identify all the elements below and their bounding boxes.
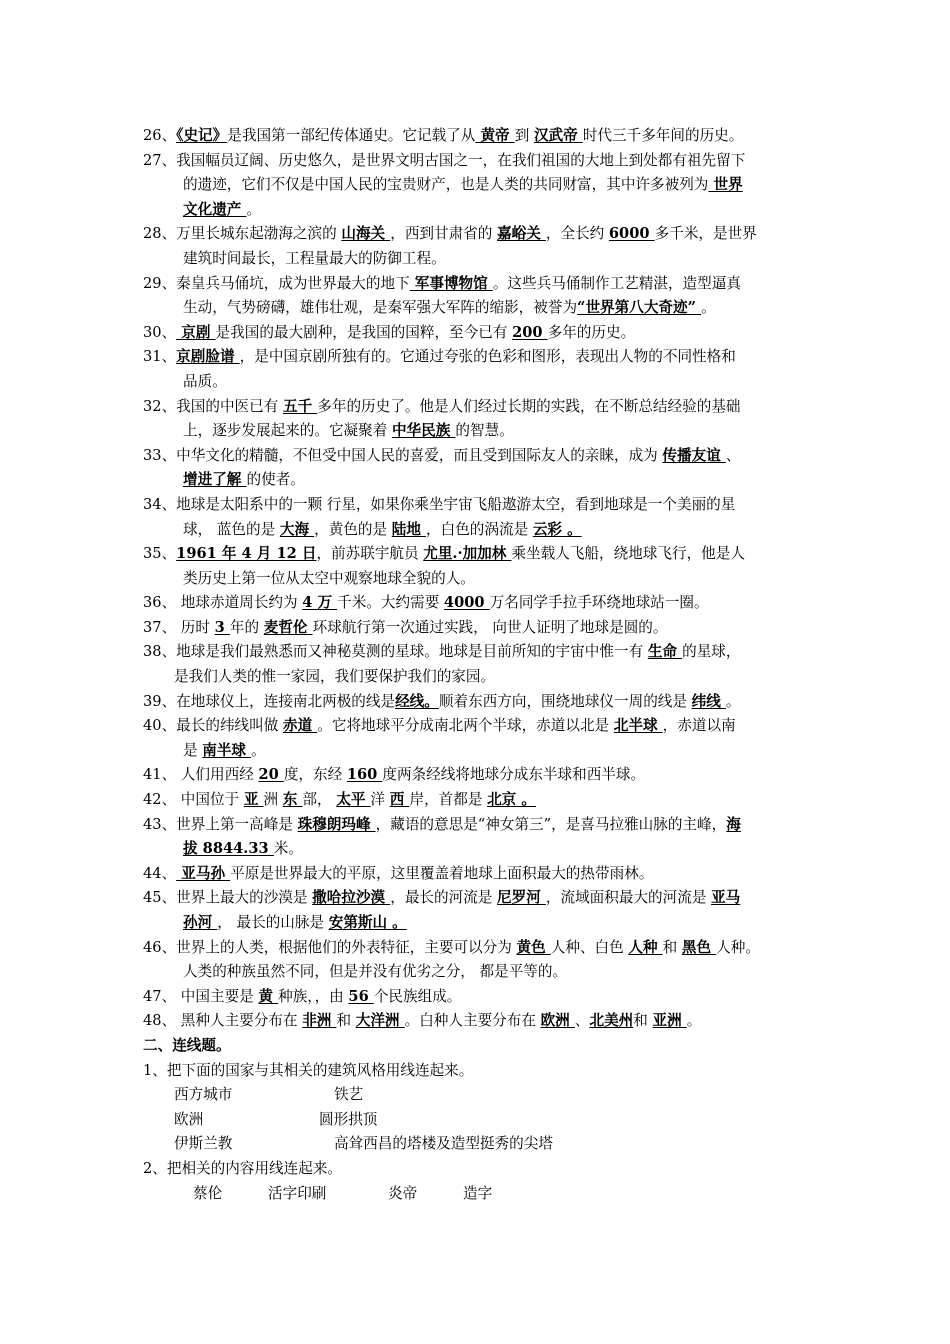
answer-text: 京剧 [176,323,216,341]
text-line [0,1009,950,1034]
answer-text: 增进了解 [183,471,247,489]
question-text: 人种、白色 [550,938,629,956]
question-text: 到 [514,127,534,144]
question-text: ，赤道以南 [662,717,736,735]
question-text: 。 [251,741,266,759]
question-text: ，藏语的意思是“神女第三”，是喜马拉雅山脉的主峰， [375,815,727,833]
question-text: 33、中华文化的精髓，不但受中国人民的喜爱，而且受到国际友人的亲睐，成为 [143,446,663,464]
question-text: 的星球， [682,643,741,661]
text-line [0,985,950,1010]
question-text: 37、 历时 [143,618,215,636]
text-line [0,936,950,961]
text-line [0,321,950,346]
question-text: ，西到甘肃省的 [390,225,498,243]
question-text: 。 [246,200,262,218]
question-text: 是我们人类的惟一家园，我们要保护我们的家园。 [174,668,496,686]
text-line [0,960,950,985]
question-text: 。白种人主要分布在 [404,1012,541,1030]
question-text: 29、秦皇兵马俑坑，成为世界最大的地下 [143,274,410,292]
answer-text: 拔 8844.33 [183,840,274,858]
question-text: ，是中国京剧所独有的。它通过夸张的色彩和图形，表现出人物的不同性格和 [239,348,736,366]
answer-text: 文化遗产 [183,200,247,218]
matching-item: 伊斯兰教 [174,1135,233,1153]
answer-text: 陆地 [391,520,427,538]
text-line [0,567,950,592]
answer-text: 经线。 [395,692,439,710]
text-line [0,911,950,936]
question-text: 上，逐步发展起来的。它凝聚着 [183,422,392,440]
question-text: 环球航行第一次通过实践， 向世人证明了地球是圆的。 [312,618,668,636]
question-text: 的智慧。 [455,422,514,440]
answer-text: 人种 [628,938,663,956]
text-line [0,591,950,616]
text-line [0,763,950,788]
text-line [0,1059,950,1084]
matching-item: 高耸西昌的塔楼及造型挺秀的尖塔 [334,1135,553,1153]
question-text: ，全长约 [545,225,609,243]
answer-text: 山海关 [341,225,391,243]
question-text: 类历史上第一位从太空中观察地球全貌的人。 [183,569,475,587]
question-text: 个民族组成。 [373,987,462,1005]
question-text: 。 [701,299,716,317]
answer-text: 3 [214,618,230,636]
answer-text: 大洋洲 [355,1012,405,1030]
question-text: 45、世界上最大的沙漠是 [143,889,313,907]
answer-text: 军事博物馆 [409,274,493,292]
answer-text: 56 [348,987,374,1005]
text-line [0,542,950,567]
question-text: 顺着东西方向，围绕地球仪一周的线是 [438,692,692,710]
question-text: 。 [686,1012,702,1030]
matching-item: 西方城市 [174,1086,233,1104]
question-text: 43、世界上第一高峰是 [143,815,298,833]
question-text: 26、 [143,127,177,144]
text-line [0,173,950,198]
question-text: ，白色的涡流是 [426,520,533,538]
answer-text: 传播友谊 [662,446,726,464]
question-text: 46、世界上的人类，根据他们的外表特征，主要可以分为 [143,938,517,956]
question-text: ，黄色的是 [314,520,392,538]
question-text: 27、我国幅员辽阔、历史悠久，是世界文明古国之一，在我们祖国的大地上到处都有祖先留下 [143,151,746,169]
question-text: 是我国第一部纪传体通史。它记载了从 [227,127,476,144]
answer-text: 尼罗河 [497,889,546,907]
question-text: 年的 [229,618,264,636]
question-text: 生动，气势磅礴，雄伟壮观，是秦军强大军阵的缩影，被誉为 [183,299,578,317]
text-line [0,1182,950,1207]
text-line [0,886,950,911]
question-text: 是 [183,741,203,759]
question-text: 的使者。 [246,471,305,489]
question-text: 乘坐载人飞船，绕地球飞行，他是人 [511,545,745,563]
answer-text: 太平 [336,791,371,809]
question-text: 度，东经 [283,766,347,784]
question-text: 39、在地球仪上，连接南北两极的线是 [143,692,396,710]
question-text: 、 [574,1012,590,1030]
text-line [0,1083,950,1108]
text-line [0,813,950,838]
matching-item: 造字 [463,1184,493,1202]
question-text: 米。 [273,840,303,858]
text-line [0,665,950,690]
answer-text: 160 [346,766,383,784]
text-line [0,149,950,174]
question-text: 时代三千多年间的历史。 [582,127,744,144]
question-text: 岸，首都是 [409,791,488,809]
answer-text: 东 [282,791,303,809]
answer-text: 亚 [243,791,264,809]
text-line [0,862,950,887]
question-text: 是我国的最大剧种，是我国的国粹，至今已有 [215,323,513,341]
question-text: 。它将地球平分成南北两个半球，赤道以北是 [317,717,614,735]
answer-text: 生命 [647,643,683,661]
text-line [0,518,950,543]
answer-text: 汉武帝 [533,127,583,144]
question-text: 44、 [143,864,177,882]
question-text: 2、把相关的内容用线连起来。 [143,1159,343,1177]
question-text: 47、 中国主要是 [143,987,259,1005]
text-line [0,198,950,223]
answer-text: 200 [512,323,548,341]
text-line [0,419,950,444]
question-text: 、 [725,446,741,464]
answer-text: 北京 。 [487,791,536,809]
question-text: 度两条经线将地球分成东半球和西半球。 [382,766,646,784]
text-line [0,247,950,272]
question-text: 36、 地球赤道周长约为 [143,594,303,612]
answer-text: 6000 [608,225,655,243]
matching-item: 活字印刷 [268,1184,327,1202]
question-text: 部， [302,791,337,809]
question-text: 35、 [143,545,177,563]
answer-text: 孙河 [183,914,218,931]
question-text: 千米。大约需要 [337,594,444,612]
question-text: ，最长的河流是 [390,889,498,907]
answer-text: 黄色 [516,938,551,956]
question-text: ， 最长的山脉是 [217,914,329,931]
question-text: 42、 中国位于 [143,791,244,809]
question-text: 万名同学手拉手环绕地球站一圈。 [489,594,709,612]
answer-text: 纬线 [691,692,726,710]
question-text: 。 [725,692,741,710]
answer-text: 麦哲伦 [263,618,313,636]
text-line [0,1108,950,1133]
answer-text: 海 [726,815,741,833]
answer-text: 珠穆朗玛峰 [297,815,376,833]
answer-text: 亚马孙 [176,864,231,882]
question-text: 41、 人们用西经 [143,766,259,784]
answer-text: 4 万 [302,594,338,612]
matching-item: 蔡伦 [193,1184,223,1202]
answer-text: 安第斯山 。 [328,914,407,931]
text-line [0,296,950,321]
question-text: ，流域面积最大的河流是 [545,889,712,907]
answer-text: 黑色 [681,938,717,956]
answer-text: 亚洲 [652,1012,687,1030]
answer-text: 北半球 [613,717,663,735]
question-text: 洋 [370,791,390,809]
answer-text: 五千 [282,397,318,415]
answer-text: 世界 [708,176,743,194]
question-text: 28、万里长城东起渤海之滨的 [143,225,342,243]
answer-text: 京剧脸谱 [176,348,240,366]
text-line [0,345,950,370]
text-line [0,1034,950,1059]
question-text: 31、 [143,348,177,366]
question-text: 和 [336,1012,356,1030]
question-text: 40、最长的纬线叫做 [143,717,283,735]
answer-text: “世界第八大奇迹” [577,299,702,317]
matching-item: 炎帝 [388,1184,418,1202]
question-text: 人类的种族虽然不同，但是并没有优劣之分， 都是平等的。 [183,963,568,981]
answer-text: 尤里.·加加林 [423,545,512,563]
question-text: 洲 [263,791,283,809]
question-text: 和 [633,1012,653,1030]
answer-text: 嘉峪关 [497,225,546,243]
question-text: 32、我国的中医已有 [143,397,283,415]
answer-text: 中华民族 [391,422,456,440]
answer-text: 1961 年 4 月 12 日 [176,545,317,563]
question-text: 的遗迹，它们不仅是中国人民的宝贵财产，也是人类的共同财富，其中许多被列为 [183,176,709,194]
matching-item: 圆形拱顶 [319,1110,378,1128]
answer-text: 大海 [279,520,315,538]
question-text: 平原是世界最大的平原，这里覆盖着地球上面积最大的热带雨林。 [230,864,654,882]
answer-text: 云彩 。 [532,520,582,538]
answer-text: 欧洲 [540,1012,575,1030]
document-page [0,124,950,1206]
question-text: 和 [662,938,682,956]
question-text: 建筑时间最长，工程量最大的防御工程。 [183,249,446,267]
text-line [0,468,950,493]
question-text: 品质。 [183,372,227,390]
question-text: 48、 黑种人主要分布在 [143,1012,303,1030]
question-text: 多年的历史了。他是人们经过长期的实践，在不断总结经验的基础 [317,397,741,415]
answer-text: 亚马 [711,889,741,907]
answer-text: 黄 [258,987,279,1005]
question-text: 球， 蓝色的是 [183,520,280,538]
text-line [0,788,950,813]
answer-text: 南半球 [202,741,252,759]
answer-text: 非洲 [302,1012,337,1030]
question-text: 30、 [143,323,177,341]
text-line [0,222,950,247]
text-line [0,370,950,395]
matching-item: 欧洲 [174,1110,204,1128]
answer-text: 20 [258,766,284,784]
answer-text: 北美州 [589,1012,634,1030]
question-text: 1、把下面的国家与其相关的建筑风格用线连起来。 [143,1061,474,1079]
matching-item: 铁艺 [334,1086,364,1104]
question-text: 38、地球是我们最熟悉而又神秘莫测的星球。地球是目前所知的宇宙中惟一有 [143,643,648,661]
answer-text: 西 [389,791,410,809]
question-text: 二、连线题。 [143,1036,231,1054]
text-line [0,739,950,764]
text-line [0,837,950,862]
question-text: 多千米，是世界 [654,225,757,243]
text-line [0,395,950,420]
question-text: 种族，，由 [278,987,349,1005]
text-line [0,272,950,297]
text-line [0,124,950,149]
answer-text: 《史记》 [176,127,228,144]
text-line [0,1132,950,1157]
question-text: 。这些兵马俑制作工艺精湛，造型逼真 [492,274,741,292]
text-line [0,444,950,469]
question-text: 多年的历史。 [547,323,636,341]
question-text: 34、地球是太阳系中的一颗 行星，如果你乘坐宇宙飞船遨游太空，看到地球是一个美丽的星 [143,495,736,513]
answer-text: 撒哈拉沙漠 [312,889,391,907]
text-line [0,714,950,739]
answer-text: 赤道 [282,717,318,735]
text-line [0,1157,950,1182]
text-line [0,690,950,715]
text-line [0,493,950,518]
answer-text: 4000 [443,594,490,612]
question-text: 人种。 [716,938,760,956]
text-line [0,616,950,641]
question-text: ，前苏联宇航员 [316,545,424,563]
text-line [0,640,950,665]
answer-text: 黄帝 [475,127,515,144]
